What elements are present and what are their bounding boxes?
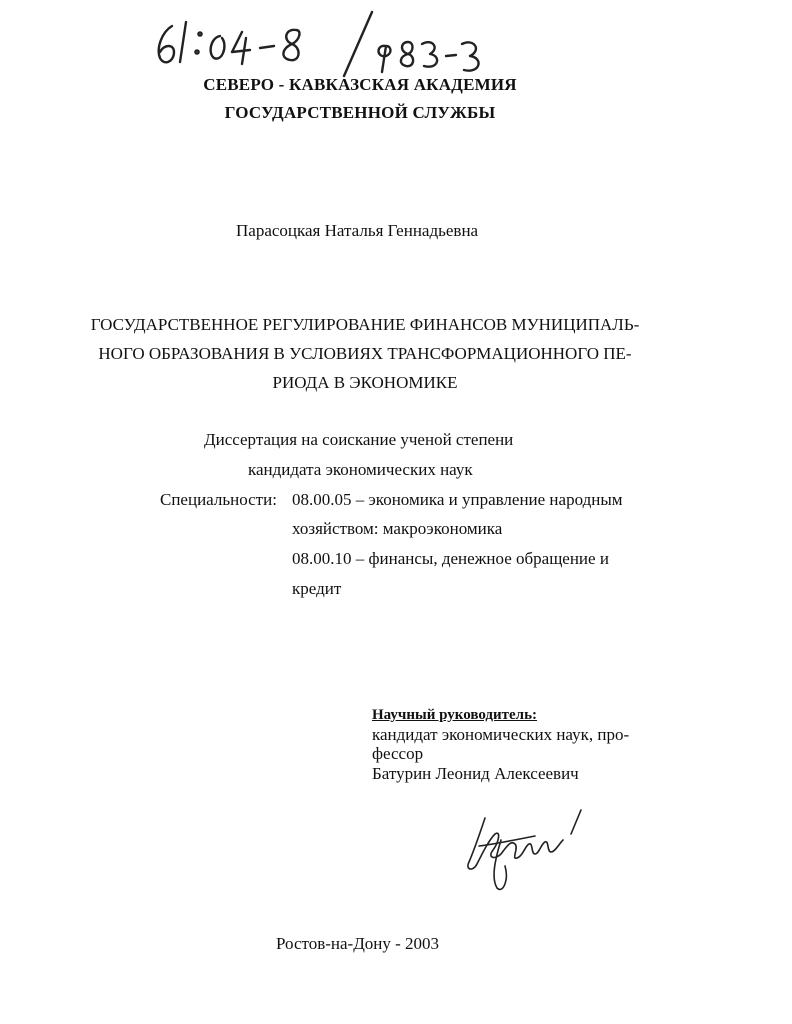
title-line: НОГО ОБРАЗОВАНИЯ В УСЛОВИЯХ ТРАНСФОРМАЦИОННОГО ПЕ- xyxy=(98,344,632,363)
specialty-line: кредит xyxy=(292,579,342,598)
institution-line-2: ГОСУДАРСТВЕННОЙ СЛУЖБЫ xyxy=(224,103,496,122)
title-line: ГОСУДАРСТВЕННОЕ РЕГУЛИРОВАНИЕ ФИНАНСОВ МУНИЦИПАЛЬ- xyxy=(90,315,640,334)
degree-line-1: Диссертация на соискание ученой степени xyxy=(204,430,514,449)
supervisor-line: кандидат экономических наук, про- xyxy=(372,725,630,744)
specialty-line: 08.00.05 – экономика и управление народным xyxy=(292,490,623,509)
institution-line-1: СЕВЕРО - КАВКАЗСКАЯ АКАДЕМИЯ xyxy=(203,75,517,94)
supervisor-heading: Научный руководитель: xyxy=(372,707,537,723)
author-name: Парасоцкая Наталья Геннадьевна xyxy=(236,221,479,240)
handwritten-archive-code xyxy=(150,8,490,80)
title-line: РИОДА В ЭКОНОМИКЕ xyxy=(272,373,458,392)
supervisor-line: Батурин Леонид Алексеевич xyxy=(372,764,579,783)
city-year: Ростов-на-Дону - 2003 xyxy=(276,934,440,953)
specialty-line: 08.00.10 – финансы, денежное обращение и xyxy=(292,549,609,568)
degree-line-2: кандидата экономических наук xyxy=(248,460,473,479)
supervisor-signature xyxy=(455,800,605,895)
dissertation-title xyxy=(60,310,670,397)
supervisor-line: фессор xyxy=(372,744,424,763)
specialties-label: Специальности: xyxy=(160,490,277,509)
specialty-line: хозяйством: макроэкономика xyxy=(292,519,503,538)
